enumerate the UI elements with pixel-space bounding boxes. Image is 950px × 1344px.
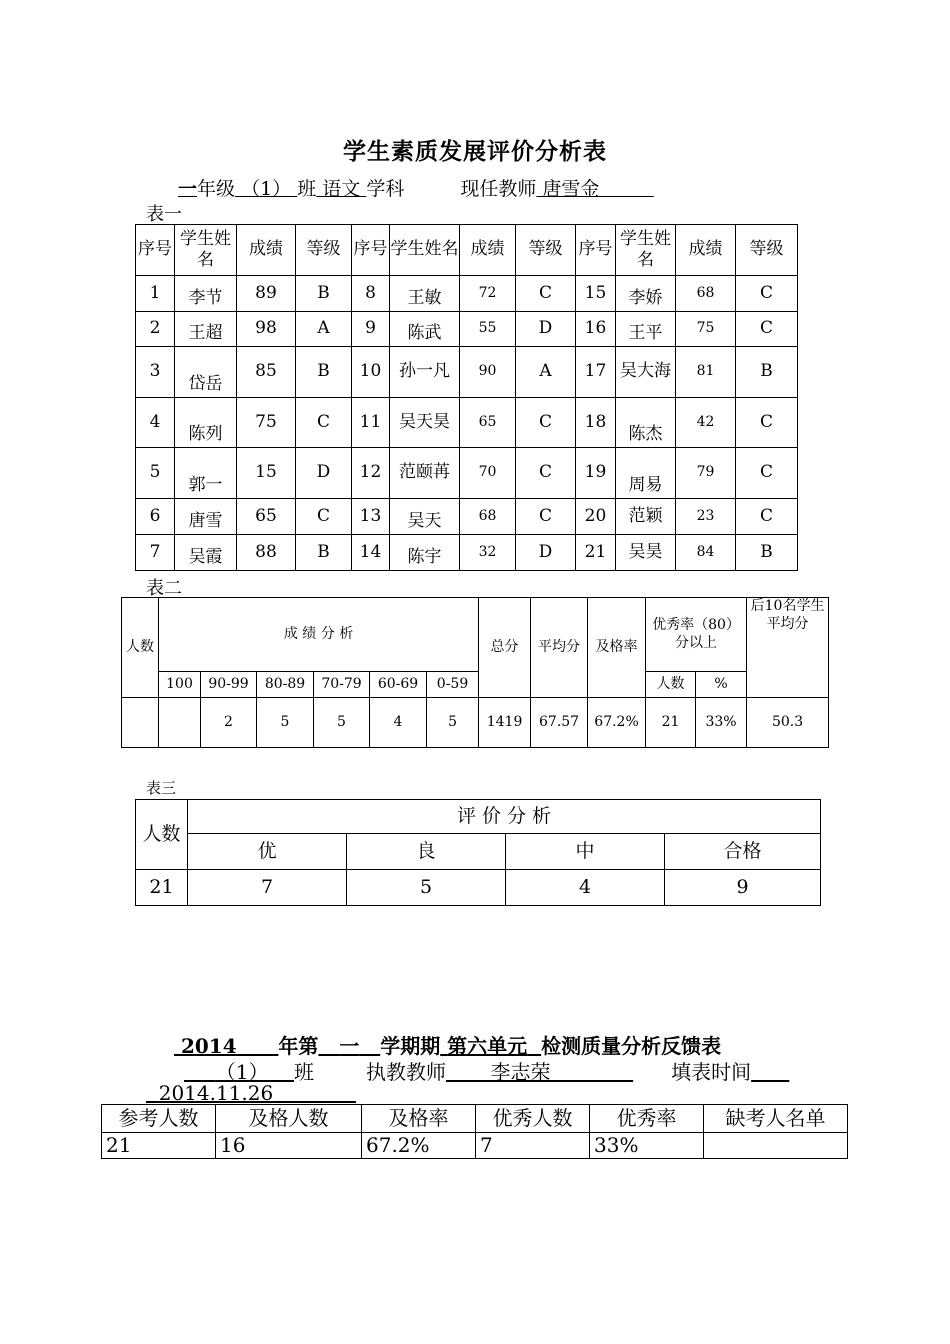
table-cell: 42 bbox=[676, 398, 736, 448]
table-cell: 15 bbox=[576, 276, 616, 312]
table-cell: 1 bbox=[136, 276, 175, 312]
table-cell: 75 bbox=[237, 398, 296, 448]
table-cell: 9 bbox=[352, 312, 390, 347]
year-value: 2014 bbox=[180, 1034, 237, 1058]
student-score-table bbox=[135, 224, 798, 571]
table-cell: 16 bbox=[576, 312, 616, 347]
table-cell: 4 bbox=[136, 398, 175, 448]
table-cell: 范颖 bbox=[616, 499, 676, 535]
header-cell: 学生姓名 bbox=[616, 225, 676, 276]
table-cell: 王敏 bbox=[390, 276, 460, 312]
table-cell: 81 bbox=[676, 347, 736, 398]
table-row bbox=[136, 347, 798, 398]
table-cell: 65 bbox=[237, 499, 296, 535]
term-value: 一 bbox=[339, 1034, 360, 1058]
score-analysis-table bbox=[121, 597, 829, 748]
header-cell: 缺考人名单 bbox=[704, 1105, 848, 1133]
range-header: 90-99 bbox=[201, 672, 257, 698]
table-cell: C bbox=[516, 398, 576, 448]
table-cell: 3 bbox=[136, 347, 175, 398]
table-row bbox=[136, 276, 798, 312]
table-cell: 84 bbox=[676, 535, 736, 571]
score-analysis-header: 成 绩 分 析 bbox=[159, 598, 479, 672]
table-row bbox=[136, 499, 798, 535]
header-cell: 成绩 bbox=[676, 225, 736, 276]
table-cell: B bbox=[296, 347, 352, 398]
fill-date-label: 填表时间 bbox=[671, 1060, 752, 1084]
evaluation-header: 评 价 分 析 bbox=[188, 800, 821, 834]
feedback-class-value: （1） bbox=[215, 1060, 269, 1084]
excellent-count-header: 人数 bbox=[646, 672, 696, 698]
table-cell: 陈杰 bbox=[616, 398, 676, 448]
feedback-class-suffix: 班 bbox=[293, 1060, 314, 1084]
table-cell: 5 bbox=[257, 698, 314, 748]
teacher-label: 现任教师 bbox=[460, 178, 537, 200]
grade-suffix: 年级 bbox=[197, 178, 236, 200]
table-cell: C bbox=[296, 398, 352, 448]
table-cell: 5 bbox=[347, 870, 506, 906]
table-cell: 33% bbox=[696, 698, 747, 748]
table-cell: 21 bbox=[576, 535, 616, 571]
table-cell: 陈武 bbox=[390, 312, 460, 347]
table-cell: 8 bbox=[352, 276, 390, 312]
table-cell: C bbox=[736, 448, 798, 499]
table-cell: 72 bbox=[460, 276, 516, 312]
table-cell: 王超 bbox=[175, 312, 237, 347]
table-cell: 7 bbox=[188, 870, 347, 906]
range-header: 60-69 bbox=[370, 672, 427, 698]
table-cell: 周易 bbox=[616, 448, 676, 499]
table-cell: 李节 bbox=[175, 276, 237, 312]
table-cell: B bbox=[296, 276, 352, 312]
term-suffix: 学期期 bbox=[380, 1034, 441, 1058]
table-cell bbox=[122, 698, 159, 748]
table-cell: 13 bbox=[352, 499, 390, 535]
table-cell: B bbox=[736, 347, 798, 398]
table-cell: 89 bbox=[237, 276, 296, 312]
table-cell: 吴天昊 bbox=[390, 398, 460, 448]
table-cell: 20 bbox=[576, 499, 616, 535]
header-cell: 参考人数 bbox=[102, 1105, 216, 1133]
level-header: 良 bbox=[347, 834, 506, 870]
header-cell: 等级 bbox=[516, 225, 576, 276]
table-cell: 2 bbox=[201, 698, 257, 748]
table-cell: B bbox=[296, 535, 352, 571]
table-cell: 7 bbox=[476, 1133, 590, 1159]
table-cell: 岱岳 bbox=[175, 347, 237, 398]
table-cell: A bbox=[296, 312, 352, 347]
table-cell: 21 bbox=[102, 1133, 216, 1159]
table-cell: 吴大海 bbox=[616, 347, 676, 398]
table-cell: 11 bbox=[352, 398, 390, 448]
table-cell: 70 bbox=[460, 448, 516, 499]
header-cell: 序号 bbox=[136, 225, 175, 276]
table1-label: 表一 bbox=[146, 204, 182, 225]
header-cell: 及格率 bbox=[362, 1105, 476, 1133]
table-cell: 孙一凡 bbox=[390, 347, 460, 398]
table-cell: C bbox=[516, 499, 576, 535]
table-cell: 85 bbox=[237, 347, 296, 398]
range-header: 100 bbox=[159, 672, 201, 698]
feedback-header-row bbox=[102, 1105, 848, 1133]
header-cell: 学生姓名 bbox=[175, 225, 237, 276]
feedback-teacher-value: 李志荣 bbox=[490, 1060, 551, 1084]
subject-value: 语文 bbox=[322, 178, 361, 200]
class-suffix: 班 bbox=[297, 178, 317, 200]
header-cell: 学生姓名 bbox=[390, 225, 460, 276]
level-header: 合格 bbox=[665, 834, 821, 870]
table-cell: 90 bbox=[460, 347, 516, 398]
table-cell: 吴昊 bbox=[616, 535, 676, 571]
table-cell: 88 bbox=[237, 535, 296, 571]
table-cell: 2 bbox=[136, 312, 175, 347]
table-cell: 67.2% bbox=[588, 698, 646, 748]
table-cell: 吴天 bbox=[390, 499, 460, 535]
class-value: （1） bbox=[241, 178, 292, 200]
table-cell: 18 bbox=[576, 398, 616, 448]
table-cell bbox=[704, 1133, 848, 1159]
feedback-teacher-label: 执教教师 bbox=[365, 1060, 446, 1084]
table-cell: D bbox=[296, 448, 352, 499]
table-cell: D bbox=[516, 535, 576, 571]
table-row bbox=[136, 312, 798, 347]
feedback-title bbox=[174, 1030, 721, 1059]
table-cell: 4 bbox=[370, 698, 427, 748]
excellent-pct-header: % bbox=[696, 672, 747, 698]
table-cell: 12 bbox=[352, 448, 390, 499]
table-cell: C bbox=[516, 448, 576, 499]
table-cell: 16 bbox=[216, 1133, 362, 1159]
range-header: 0-59 bbox=[427, 672, 479, 698]
table-row bbox=[136, 448, 798, 499]
table-row bbox=[122, 698, 829, 748]
header-cell: 序号 bbox=[352, 225, 390, 276]
table-cell: 79 bbox=[676, 448, 736, 499]
class-info-line bbox=[178, 174, 654, 201]
table2-label: 表二 bbox=[146, 578, 182, 599]
table-cell: 5 bbox=[136, 448, 175, 499]
table-cell: C bbox=[736, 312, 798, 347]
table-cell bbox=[159, 698, 201, 748]
header-cell: 优秀人数 bbox=[476, 1105, 590, 1133]
table-cell: 10 bbox=[352, 347, 390, 398]
level-header: 中 bbox=[506, 834, 665, 870]
table-row bbox=[136, 398, 798, 448]
page-title: 学生素质发展评价分析表 bbox=[343, 138, 607, 165]
table-cell: 7 bbox=[136, 535, 175, 571]
table-cell: C bbox=[516, 276, 576, 312]
table-cell: 王平 bbox=[616, 312, 676, 347]
table-cell: 17 bbox=[576, 347, 616, 398]
table-cell: 98 bbox=[237, 312, 296, 347]
header-cell: 等级 bbox=[736, 225, 798, 276]
table-cell: 范颐苒 bbox=[390, 448, 460, 499]
people-header: 人数 bbox=[136, 800, 188, 870]
table-cell: C bbox=[736, 398, 798, 448]
level-header: 优 bbox=[188, 834, 347, 870]
range-header: 80-89 bbox=[257, 672, 314, 698]
table-cell: 郭一 bbox=[175, 448, 237, 499]
fill-date-value: 2014.11.26 bbox=[158, 1081, 274, 1105]
table-cell: 67.2% bbox=[362, 1133, 476, 1159]
table-cell: 陈宇 bbox=[390, 535, 460, 571]
header-cell: 成绩 bbox=[237, 225, 296, 276]
header-cell: 优秀率 bbox=[590, 1105, 704, 1133]
table-cell: 14 bbox=[352, 535, 390, 571]
table-cell: C bbox=[296, 499, 352, 535]
table-cell: 5 bbox=[427, 698, 479, 748]
table-cell: 68 bbox=[676, 276, 736, 312]
pass-rate-header: 及格率 bbox=[588, 598, 646, 698]
table-cell: 6 bbox=[136, 499, 175, 535]
table-cell: B bbox=[736, 535, 798, 571]
table-cell: 50.3 bbox=[747, 698, 829, 748]
bottom10-header: 后10名学生平均分 bbox=[747, 598, 829, 698]
header-cell: 成绩 bbox=[460, 225, 516, 276]
table-row bbox=[136, 870, 821, 906]
table-cell: 9 bbox=[665, 870, 821, 906]
table-cell: 68 bbox=[460, 499, 516, 535]
grade-value: 一 bbox=[178, 178, 198, 200]
excellent-rate-header: 优秀率（80）分以上 bbox=[646, 598, 747, 672]
table-cell: 5 bbox=[314, 698, 370, 748]
table-cell: 陈列 bbox=[175, 398, 237, 448]
table-cell: 67.57 bbox=[531, 698, 588, 748]
table3-label: 表三 bbox=[146, 779, 177, 797]
people-header: 人数 bbox=[122, 598, 159, 698]
average-header: 平均分 bbox=[531, 598, 588, 698]
table-cell: 4 bbox=[506, 870, 665, 906]
header-cell: 及格人数 bbox=[216, 1105, 362, 1133]
table-cell: 32 bbox=[460, 535, 516, 571]
table-cell: 65 bbox=[460, 398, 516, 448]
table-cell: 15 bbox=[237, 448, 296, 499]
evaluation-table bbox=[135, 799, 821, 906]
table-cell: 19 bbox=[576, 448, 616, 499]
table-cell: 李娇 bbox=[616, 276, 676, 312]
fill-date-line bbox=[146, 1081, 356, 1105]
table-cell: A bbox=[516, 347, 576, 398]
feedback-table bbox=[101, 1104, 848, 1159]
unit-suffix: 检测质量分析反馈表 bbox=[541, 1034, 722, 1058]
subject-suffix: 学科 bbox=[366, 178, 405, 200]
table-cell: 33% bbox=[590, 1133, 704, 1159]
table-cell: 21 bbox=[646, 698, 696, 748]
table-cell: C bbox=[736, 499, 798, 535]
table-cell: 23 bbox=[676, 499, 736, 535]
table-cell: 55 bbox=[460, 312, 516, 347]
unit-value: 第六单元 bbox=[447, 1034, 528, 1058]
table-cell: 1419 bbox=[479, 698, 531, 748]
header-cell: 等级 bbox=[296, 225, 352, 276]
table-cell: C bbox=[736, 276, 798, 312]
header-cell: 序号 bbox=[576, 225, 616, 276]
table-row bbox=[102, 1133, 848, 1159]
range-header: 70-79 bbox=[314, 672, 370, 698]
total-header: 总分 bbox=[479, 598, 531, 698]
year-suffix: 年第 bbox=[278, 1034, 319, 1058]
teacher-value: 唐雪金 bbox=[542, 178, 600, 200]
table-row bbox=[136, 535, 798, 571]
table-cell: 75 bbox=[676, 312, 736, 347]
table-cell: 唐雪 bbox=[175, 499, 237, 535]
table-cell: 21 bbox=[136, 870, 188, 906]
table-cell: 吴霞 bbox=[175, 535, 237, 571]
table1-header-row bbox=[136, 225, 798, 276]
table-cell: D bbox=[516, 312, 576, 347]
